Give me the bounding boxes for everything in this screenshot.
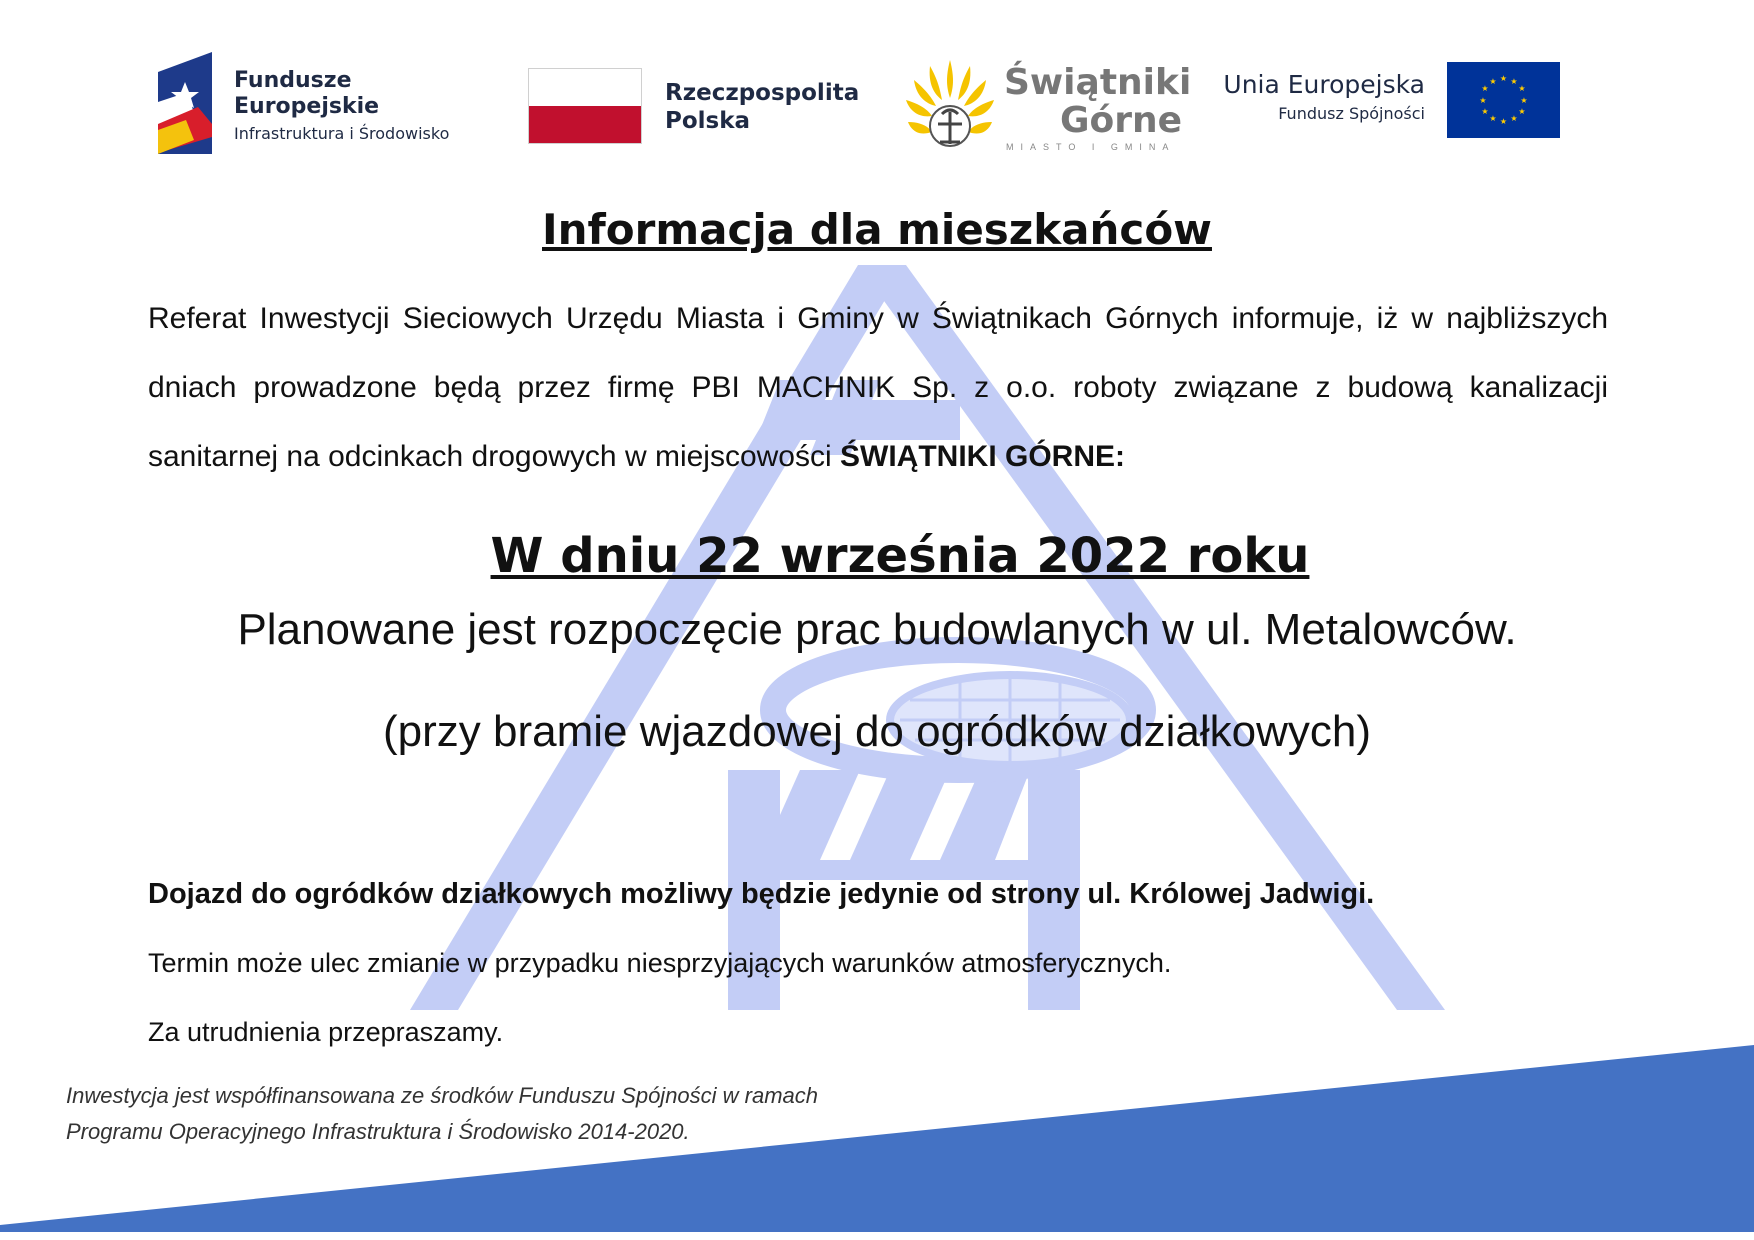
footer-line1: Inwestycja jest współfinansowana ze środków Funduszu Spójności w ramach [66,1083,819,1108]
rzeczpospolita-name-line1: Rzeczpospolita [665,80,860,106]
unia-europejska-subtitle: Fundusz Spójności [1278,104,1425,123]
svg-text:★: ★ [1518,84,1526,93]
eu-flag-icon [1447,62,1560,138]
svg-text:★: ★ [1499,117,1508,126]
notice-title: Informacja dla mieszkańców [542,205,1212,254]
footer-line2: Programu Operacyjnego Infrastruktura i Środowisko 2014-2020. [66,1119,690,1144]
swiatniki-name-line2: Górne [1060,100,1183,141]
fundusze-europejskie-star-icon [158,52,212,154]
funding-footer-note [66,1078,818,1150]
plan-line: Planowane jest rozpoczęcie prac budowlanych w ul. Metalowców. [237,605,1517,654]
swiatniki-subtitle: MIASTO I GMINA [1006,142,1176,152]
access-info-line: Dojazd do ogródków działkowych możliwy będzie jedynie od strony ul. Królowej Jadwigi. [148,878,1375,910]
apology-line: Za utrudnienia przepraszamy. [148,1017,504,1047]
swiatniki-name-line1: Świątniki [1004,62,1192,103]
rzeczpospolita-polska-logo [528,68,868,148]
weather-disclaimer-line: Termin może ulec zmianie w przypadku niesprzyjających warunków atmosferycznych. [148,948,1172,978]
svg-text:★: ★ [1518,107,1526,116]
date-heading: W dniu 22 września 2022 roku [490,528,1310,584]
location-detail-line: (przy bramie wjazdowej do ogródków działkowych) [383,707,1371,756]
svg-text:★: ★ [1510,77,1518,86]
fundusze-europejskie-logo [158,52,458,156]
fundusze-name-line1: Fundusze [234,68,352,93]
swiatniki-sun-emblem-icon [902,56,998,156]
intro-text: Referat Inwestycji Sieciowych Urzędu Miasta i Gminy w Świątnikach Górnych informuje, iż w najbliższych dniach prowadzone będą przez firmę PBI MACHNIK Sp. z o.o. roboty związane z budową kanalizacji sanitarnej na odcinkach drogowych w miejscowości [148,302,1608,473]
rzeczpospolita-name-line2: Polska [665,108,751,134]
svg-text:★: ★ [1481,107,1489,116]
intro-location: ŚWIĄTNIKI GÓRNE: [840,440,1126,473]
svg-text:★: ★ [1489,77,1497,86]
svg-text:★: ★ [1489,114,1497,123]
svg-text:★: ★ [1481,84,1489,93]
svg-text:★: ★ [1510,114,1518,123]
fundusze-name-line2: Europejskie [234,94,380,119]
unia-europejska-name: Unia Europejska [1223,70,1425,99]
polish-flag-icon [528,68,642,144]
svg-text:★: ★ [1479,96,1487,105]
unia-europejska-logo [1222,62,1560,142]
intro-paragraph [148,284,1608,491]
swiatniki-gorne-logo [902,56,1192,156]
svg-text:★: ★ [1520,96,1528,105]
svg-text:★: ★ [1499,74,1508,83]
fundusze-subtitle: Infrastruktura i Środowisko [234,124,450,143]
